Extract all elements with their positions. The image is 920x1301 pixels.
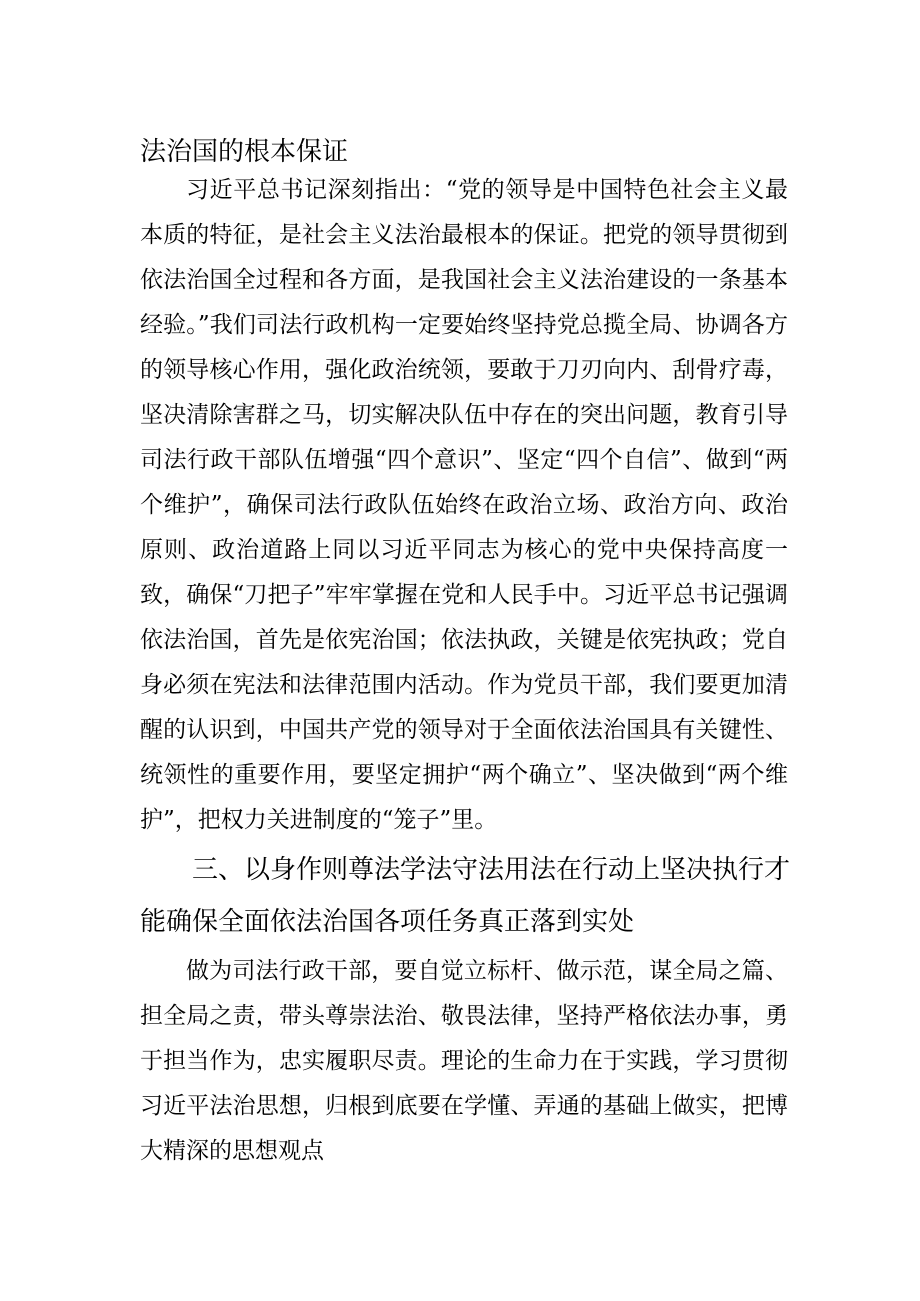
continued-heading: 法治国的根本保证 xyxy=(140,137,349,167)
section-heading: 三、以身作则尊法学法守法用法在行动上坚决执行才能确保全面依法治国各项任务真正落到实处 xyxy=(140,855,791,937)
body-paragraph-2: 做为司法行政干部，要自觉立标杆、做示范，谋全局之篇、担全局之责，带头尊崇法治、敬畏法律，坚持严格依法办事，勇于担当作为，忠实履职尽责。理论的生命力在于实践，学习贯彻习近平法治思想，归根到底要在学懂、弄通的基础上做实，把博大精深的思想观点 xyxy=(140,958,788,1164)
body-paragraph-1: 习近平总书记深刻指出：“党的领导是中国特色社会主义最本质的特征，是社会主义法治最根本的保证。把党的领导贯彻到依法治国全过程和各方面，是我国社会主义法治建设的一条基本经验。”我们司法行政机构一定要始终坚持党总揽全局、协调各方的领导核心作用，强化政治统领，要敢于刀刃向内、刮骨疗毒，坚决清除害群之马，切实解决队伍中存在的突出问题，教育引导司法行政干部队伍增强“四个意识”、坚定“四个自信”、做到“两个维护”，确保司法行政队伍始终在政治立场、政治方向、政治原则、政治道路上同以习近平同志为核心的党中央保持高度一致，确保“刀把子”牢牢掌握在党和人民手中。习近平总书记强调依法治国，首先是依宪治国；依法执政，关键是依宪执政；党自身必须在宪法和法律范围内活动。作为党员干部，我们要更加清醒的认识到，中国共产党的领导对于全面依法治国具有关键性、统领性的重要作用，要坚定拥护“两个确立”、坚决做到“两个维护”，把权力关进制度的“笼子”里。 xyxy=(140,177,788,833)
